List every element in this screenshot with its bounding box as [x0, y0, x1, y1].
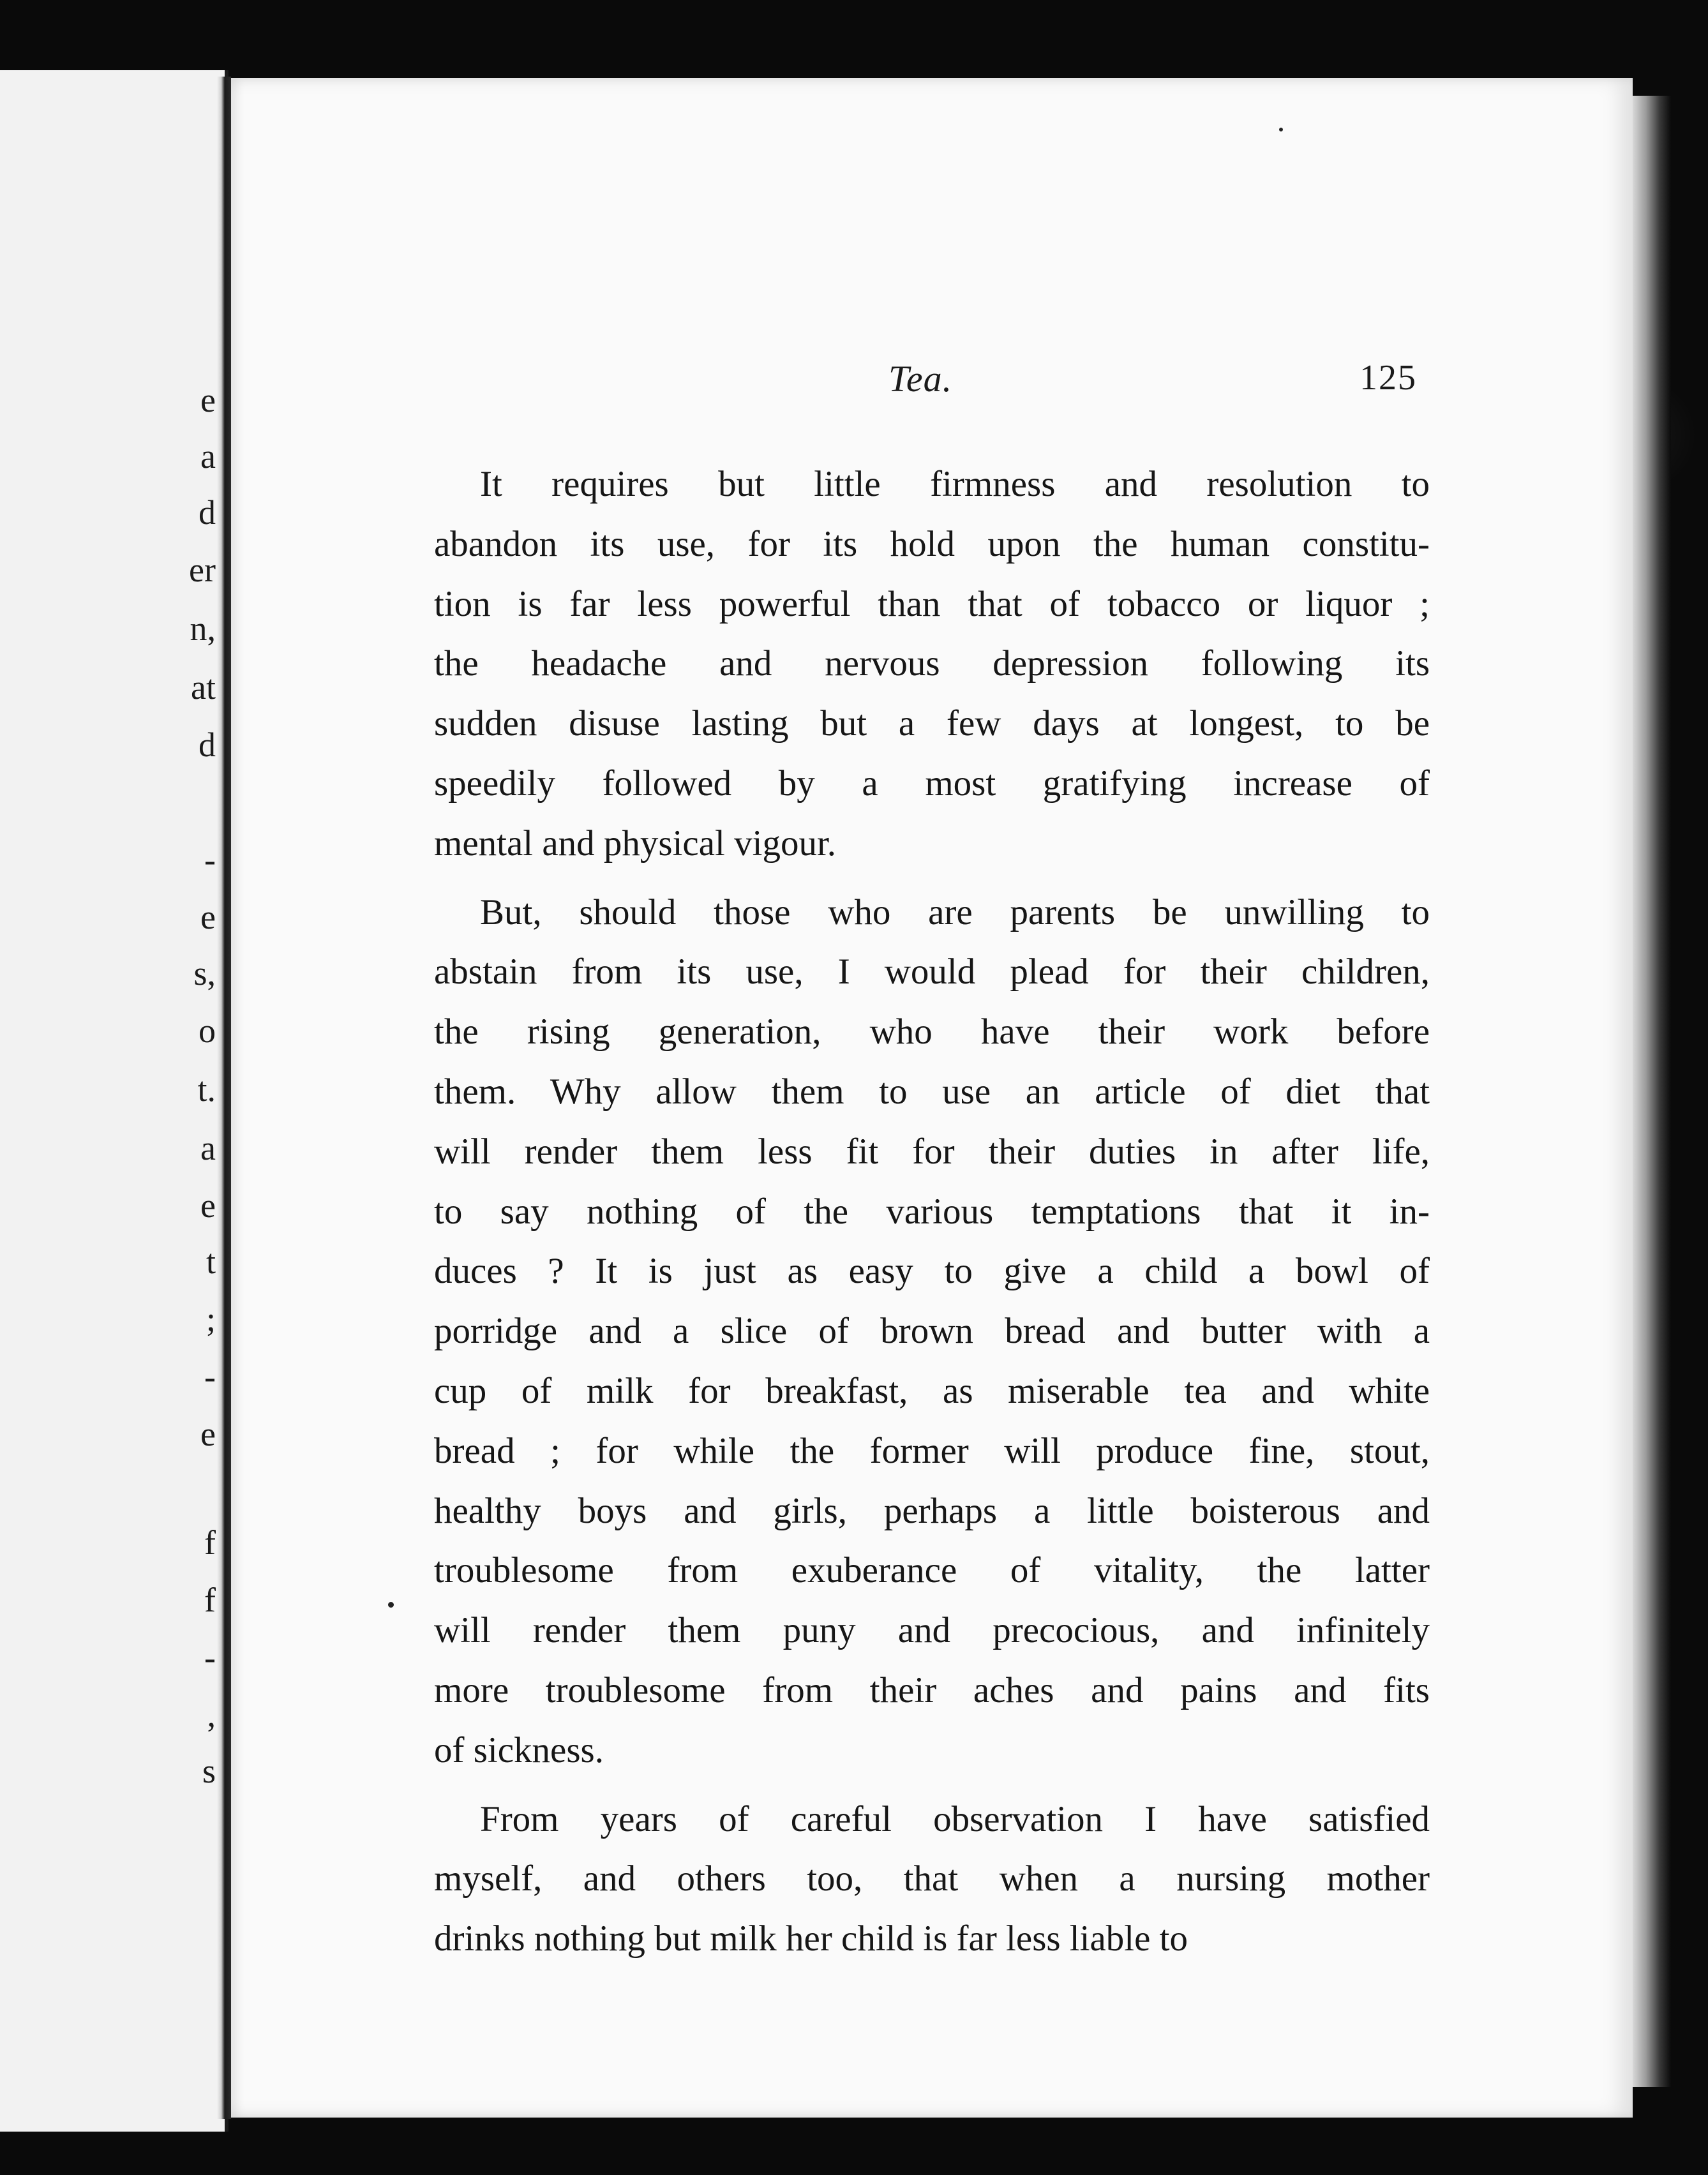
facing-page-fragment: -: [204, 1638, 216, 1677]
facing-page-fragment: e: [200, 1415, 216, 1453]
text-line: of sickness.: [434, 1730, 604, 1770]
text-line: duces ? It is just as easy to give a child a bowl of: [434, 1251, 1430, 1292]
facing-page-fragment: er: [189, 551, 216, 589]
text-line: the headache and nervous depression following its: [434, 643, 1430, 684]
facing-page-fragment: o: [199, 1012, 216, 1050]
print-speck: [388, 1602, 394, 1608]
facing-page-fragment: -: [204, 841, 216, 879]
text-line: healthy boys and girls, perhaps a little boisterous and: [434, 1490, 1430, 1531]
paragraph: [434, 1790, 1430, 1969]
facing-page-left: [0, 70, 228, 2132]
text-line: tion is far less powerful than that of tobacco or liquor ;: [434, 583, 1430, 624]
text-line: will render them less fit for their duties in after life,: [434, 1131, 1430, 1172]
facing-page-text-fragments: [177, 70, 216, 2132]
facing-page-fragment: e: [200, 1186, 216, 1225]
facing-page-fragment: a: [200, 1129, 216, 1167]
facing-page-fragment: ,: [207, 1696, 216, 1734]
facing-page-fragment: s,: [193, 954, 216, 992]
text-line: the rising generation, who have their work before: [434, 1012, 1430, 1052]
text-line: them. Why allow them to use an article of diet that: [434, 1071, 1430, 1112]
text-line: cup of milk for breakfast, as miserable tea and white: [434, 1370, 1430, 1411]
running-title: Tea.: [888, 358, 953, 400]
page-edge: [1633, 96, 1671, 2087]
facing-page-fragment: f: [204, 1523, 216, 1562]
text-line: troublesome from exuberance of vitality, the latter: [434, 1550, 1430, 1591]
text-line: From years of careful observation I have satisfied: [480, 1798, 1430, 1839]
facing-page-fragment: n,: [190, 609, 216, 648]
facing-page-fragment: at: [191, 668, 216, 706]
facing-page-fragment: e: [200, 898, 216, 936]
text-line: porridge and a slice of brown bread and butter with a: [434, 1311, 1430, 1352]
text-line: abstain from its use, I would plead for their children,: [434, 952, 1430, 992]
page-number: 125: [1360, 358, 1417, 398]
text-line: abandon its use, for its hold upon the human constitu-: [434, 523, 1430, 564]
text-line: It requires but little firmness and resolution to: [480, 464, 1430, 504]
text-line: myself, and others too, that when a nursing mother: [434, 1858, 1430, 1899]
body-text: [434, 454, 1430, 1969]
text-line: But, should those who are parents be unwilling to: [480, 892, 1430, 932]
facing-page-fragment: ;: [206, 1300, 216, 1338]
book-page: [231, 78, 1633, 2118]
text-line: will render them puny and precocious, and infinitely: [434, 1610, 1430, 1651]
print-speck: [1279, 128, 1283, 131]
facing-page-fragment: d: [199, 726, 216, 764]
text-line: to say nothing of the various temptations that it in-: [434, 1191, 1430, 1232]
facing-page-fragment: e: [200, 381, 216, 419]
text-line: bread ; for while the former will produce fine, stout,: [434, 1430, 1430, 1471]
running-head: [231, 357, 1633, 408]
facing-page-fragment: t: [206, 1243, 216, 1281]
facing-page-fragment: -: [204, 1357, 216, 1396]
facing-page-fragment: f: [204, 1581, 216, 1619]
text-line: mental and physical vigour.: [434, 823, 837, 863]
facing-page-fragment: a: [200, 437, 216, 475]
facing-page-fragment: d: [199, 493, 216, 532]
text-line: drinks nothing but milk her child is far less liable to: [434, 1918, 1188, 1959]
paragraph: [434, 883, 1430, 1781]
book-gutter: [217, 77, 231, 2119]
text-line: sudden disuse lasting but a few days at longest, to be: [434, 703, 1430, 744]
facing-page-fragment: s: [202, 1752, 216, 1790]
facing-page-fragment: t.: [197, 1070, 216, 1109]
paragraph: [434, 454, 1430, 874]
text-line: more troublesome from their aches and pains and fits: [434, 1670, 1430, 1710]
text-line: speedily followed by a most gratifying increase of: [434, 763, 1430, 803]
